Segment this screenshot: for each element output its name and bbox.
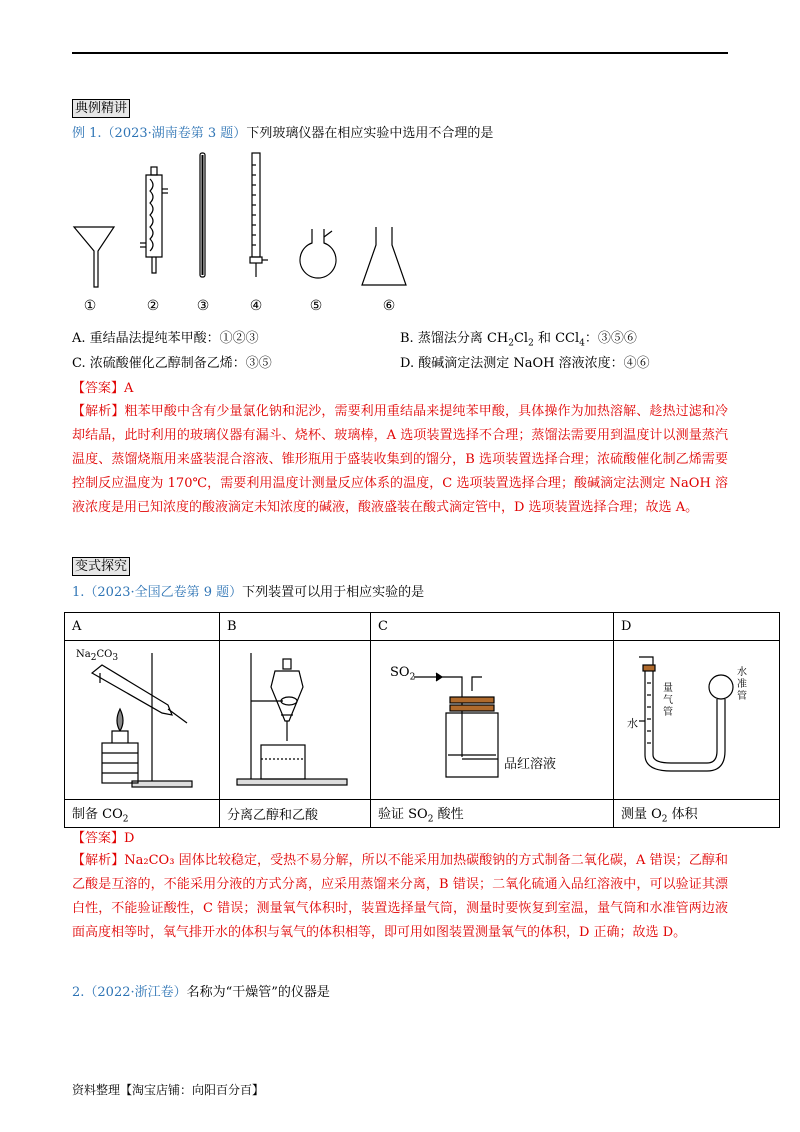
q1-prefix: 1. <box>72 585 85 600</box>
label-1: ① <box>83 298 97 314</box>
apparatus-c-drawing <box>378 643 606 797</box>
liangqi-label: 量气管 <box>663 683 673 718</box>
section-label-example: 典例精讲 <box>72 99 130 118</box>
burette-shape <box>250 153 268 277</box>
q1-question-text: 下列装置可以用于相应实验的是 <box>242 585 425 600</box>
pinhong-label: 品红溶液 <box>504 757 557 772</box>
label-5: ⑤ <box>309 298 323 314</box>
q1-answer: 【答案】D <box>72 831 135 846</box>
example1-question-text: 下列玻璃仪器在相应实验中选用不合理的是 <box>246 126 494 141</box>
round-flask-shape <box>300 229 336 278</box>
q1-source: （2023·全国乙卷第 9 题） <box>84 585 243 600</box>
apparatus-d-drawing <box>621 643 772 797</box>
q2-question-text: 名称为“干燥管”的仪器是 <box>186 985 330 1000</box>
table-header-a: A <box>65 613 220 641</box>
section-label-variant: 变式探究 <box>72 557 130 576</box>
option-c: C. 浓硫酸催化乙醇制备乙烯：③⑤ <box>72 356 272 371</box>
example1-answer: 【答案】A <box>72 381 134 396</box>
table-header-c: C <box>371 613 614 641</box>
shuizhun-label: 水准管 <box>737 667 747 702</box>
q2-source: （2022·浙江卷） <box>84 985 187 1000</box>
q2-prefix: 2. <box>72 985 85 1000</box>
apparatus-d-cell <box>614 641 780 800</box>
example1-question <box>72 125 493 143</box>
so2-label: $SO_2$ <box>390 665 416 683</box>
label-4: ④ <box>249 298 263 314</box>
caption-b: 分离乙醇和乙酸 <box>220 800 371 828</box>
option-a: A. 重结晶法提纯苯甲酸：①②③ <box>72 331 259 346</box>
option-b: B. 蒸馏法分离 $CH_2Cl_2$ 和 CCl$_4$：③⑤⑥ <box>400 331 637 349</box>
table-header-d: D <box>614 613 780 641</box>
condenser-shape <box>140 167 168 273</box>
q2-question <box>72 984 330 1002</box>
apparatus-b-cell <box>220 641 371 800</box>
example1-prefix: 例 1. <box>72 126 102 141</box>
option-b-text-4: ：③⑤⑥ <box>584 331 637 346</box>
caption-a: 制备 $CO_2$ <box>65 800 220 828</box>
funnel-shape <box>74 227 114 287</box>
q1-analysis: 【解析】Na₂CO₃ 固体比较稳定，受热不易分解，所以不能采用加热碳酸钠的方式制备二氧化碳，A 错误；乙醇和乙酸是互溶的，不能采用分液的方式分离，应采用蒸馏来分离，B 错误；二氧化硫通入品红溶液中，可以验证其漂白性，不能验证酸性，C 错误；测量氧气体积时，装置选择量气筒，测量时要恢复到室温，量气筒和水准管两边液面高度相等时，氧气排开水的体积与氧气的体积相等，即可用如图装置测量氧气的体积，D 正确；故选 D。 <box>72 853 728 940</box>
label-6: ⑥ <box>382 298 396 314</box>
glassware-figure <box>60 145 420 295</box>
q1-question <box>72 584 424 602</box>
thermometer-shape <box>200 153 205 277</box>
example1-analysis: 【解析】粗苯甲酸中含有少量氯化钠和泥沙，需要利用重结晶来提纯苯甲酸，具体操作为加热溶解、趁热过滤和冷却结晶，此时利用的玻璃仪器有漏斗、烧杯、玻璃棒，A 选项装置选择不合理；蒸馏法需要用到温度计以测量蒸汽温度、蒸馏烧瓶用来盛装混合溶液、锥形瓶用于盛装收集到的馏分，B 选项装置选择合理；浓硫酸催化制乙烯需要控制反应温度为 170℃，需要利用温度计测量反应体系的温度，C 选项装置选择合理；酸碱滴定法测定 NaOH 溶液浓度是用已知浓度的酸液滴定未知浓度的碱液，酸液盛装在酸式滴定管中，D 选项装置选择合理；故选 A。 <box>72 404 728 515</box>
footer-note: 资料整理【淘宝店铺：向阳百分百】 <box>72 1083 265 1097</box>
option-d: D. 酸碱滴定法测定 NaOH 溶液浓度：④⑥ <box>400 356 650 371</box>
label-2: ② <box>146 298 160 314</box>
apparatus-a-cell <box>65 641 220 800</box>
label-3: ③ <box>196 298 210 314</box>
caption-c: 验证 $SO_2$ 酸性 <box>371 800 614 828</box>
water-label: 水 <box>627 717 638 730</box>
table-header-b: B <box>220 613 371 641</box>
apparatus-table <box>64 612 780 828</box>
apparatus-a-drawing <box>72 643 212 797</box>
apparatus-b-drawing <box>227 641 363 795</box>
option-b-text-2: Cl <box>513 331 529 346</box>
caption-d: 测量 $O_2$ 体积 <box>614 800 780 828</box>
option-b-text-3: 和 CCl <box>533 331 580 346</box>
conical-flask-shape <box>362 227 406 285</box>
option-b-text-1: B. 蒸馏法分离 CH <box>400 331 509 346</box>
example1-source: （2023·湖南卷第 3 题） <box>101 126 247 141</box>
apparatus-c-cell <box>371 641 614 800</box>
na2co3-label: $Na_2CO_3$ <box>76 649 119 663</box>
top-rule <box>72 52 728 54</box>
